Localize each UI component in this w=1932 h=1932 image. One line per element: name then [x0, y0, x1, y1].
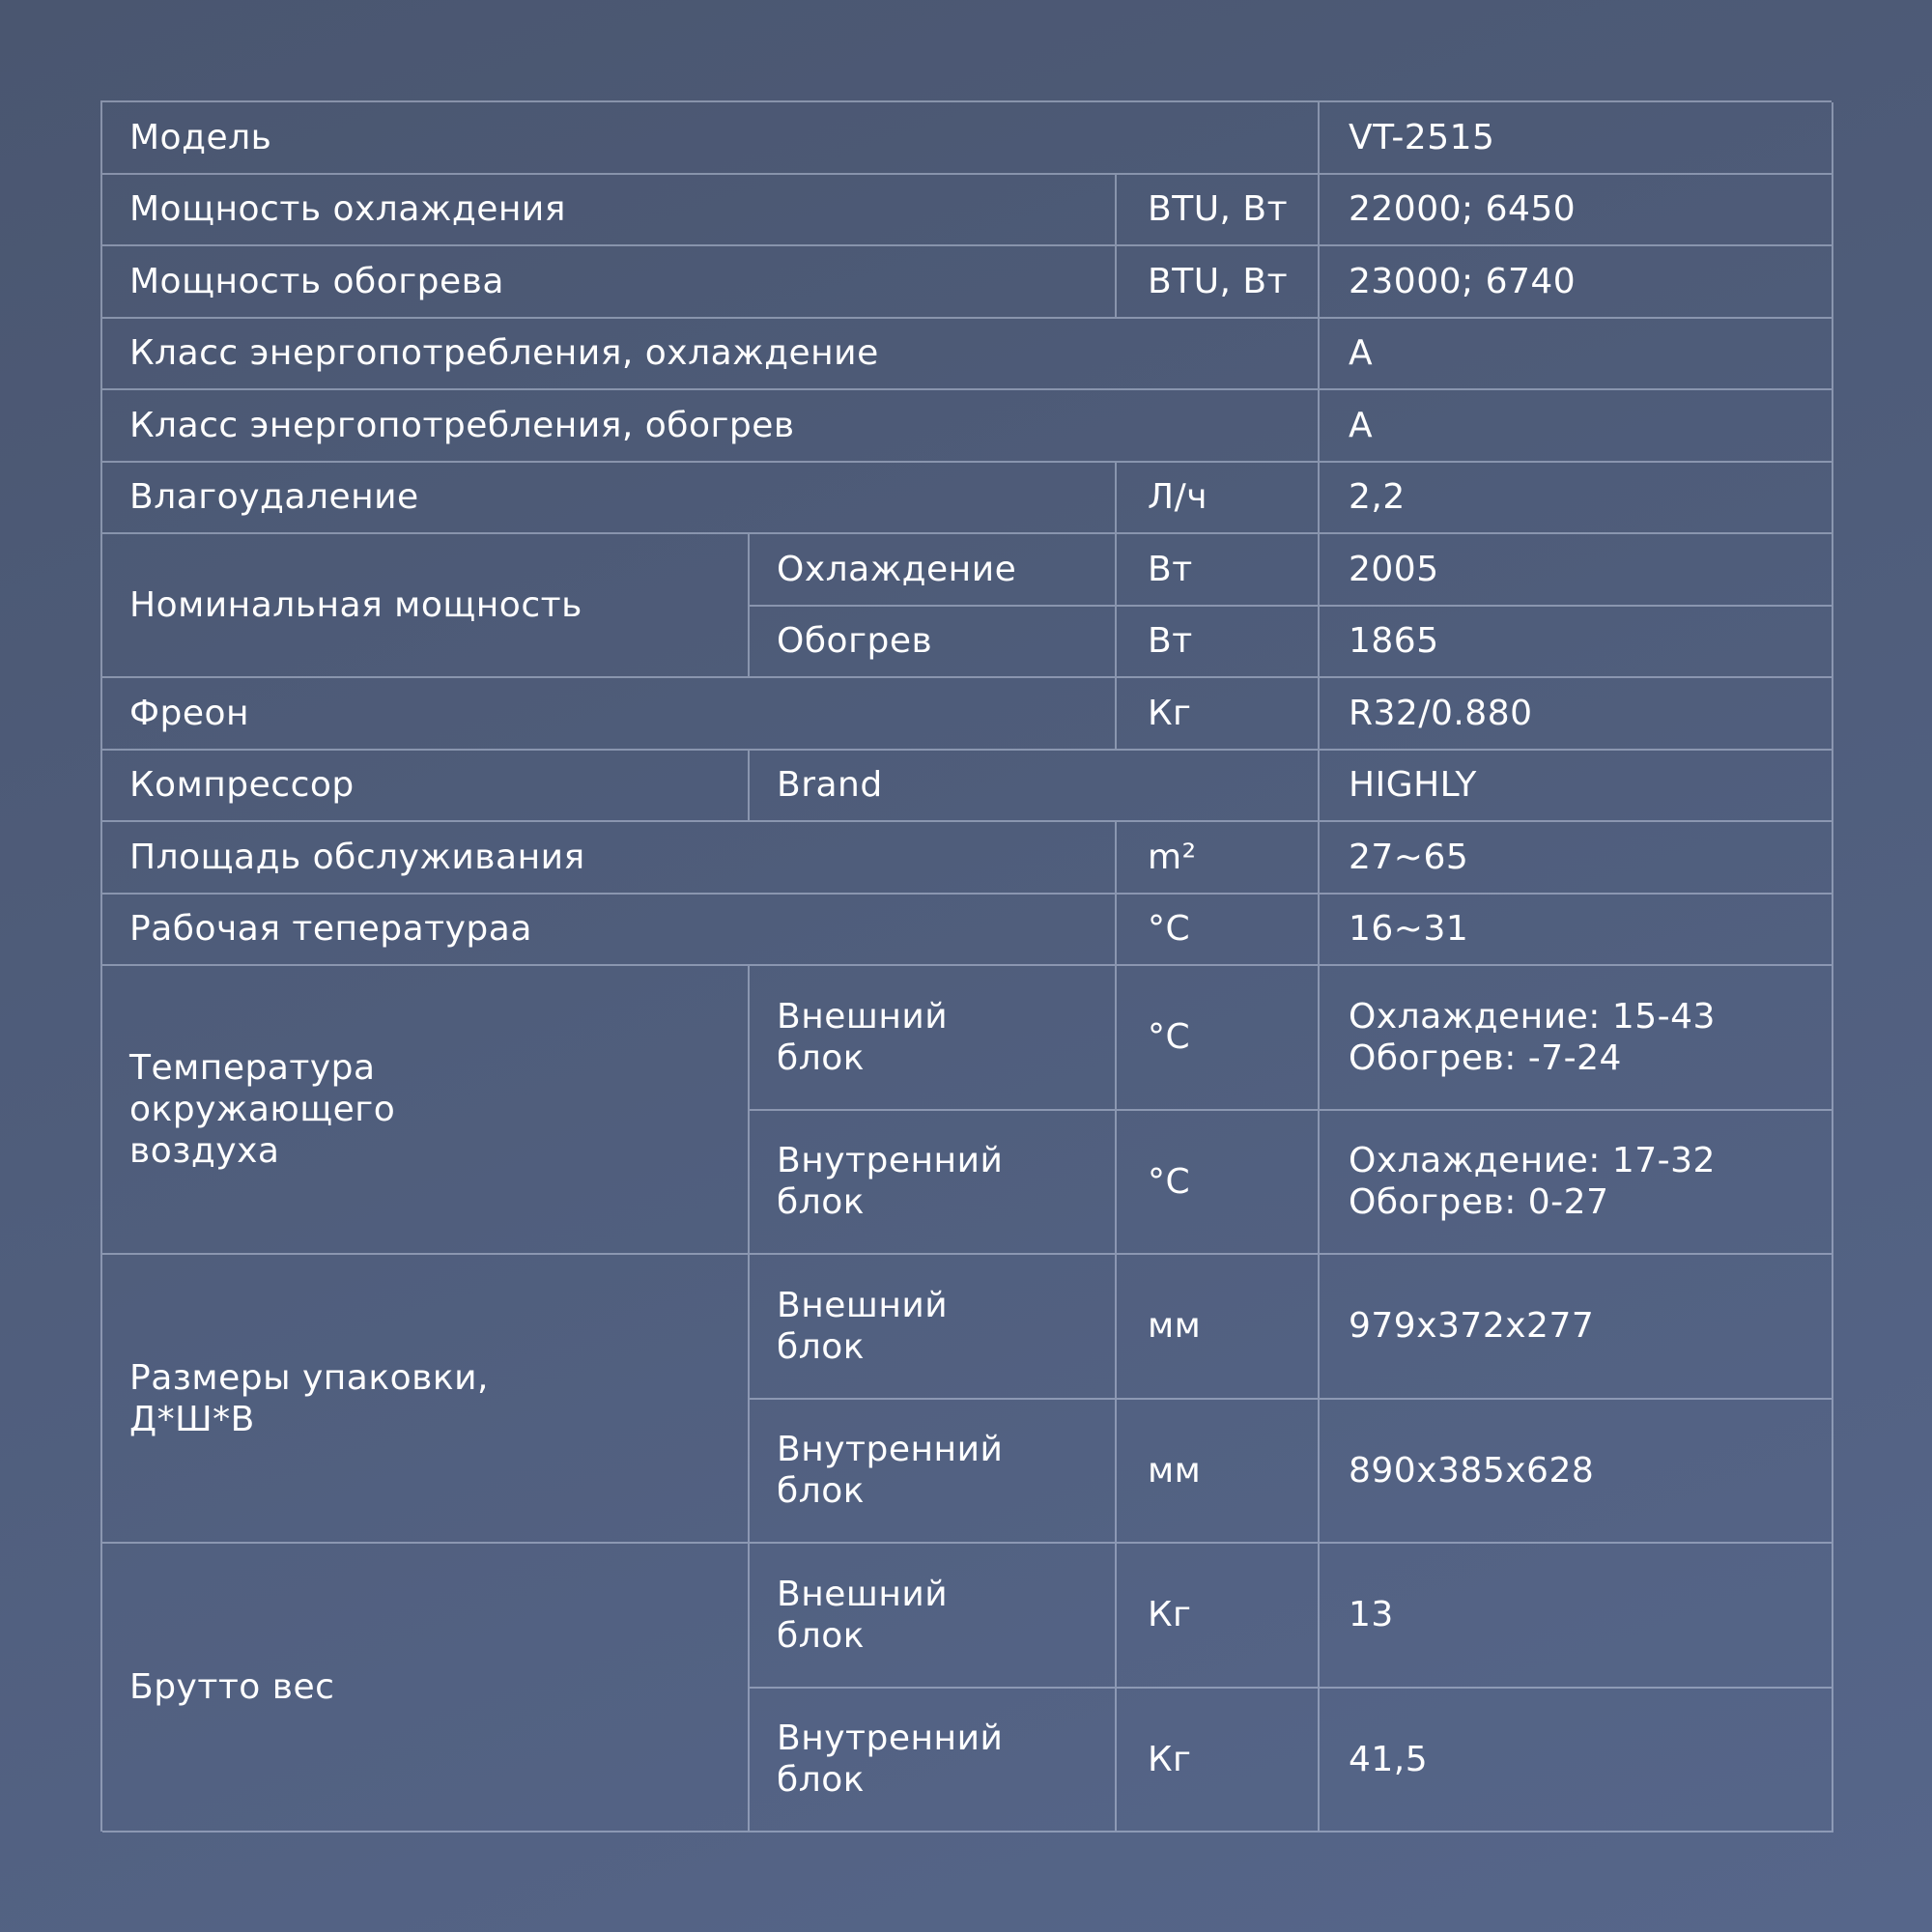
service-area-value: 27~65 [1320, 822, 1833, 895]
gross-weight-outdoor-unit: Кг [1117, 1544, 1320, 1689]
package-size-outdoor-value: 979x372x277 [1320, 1255, 1833, 1400]
nominal-power-heating-label: Обогрев [750, 607, 1117, 679]
dehumidification-label: Влагоудаление [102, 463, 1117, 535]
dehumidification-value: 2,2 [1320, 463, 1833, 535]
package-size-indoor-label: Внутренний блок [750, 1400, 1117, 1545]
energy-class-cooling-label: Класс энергопотребления, охлаждение [102, 319, 1320, 391]
compressor-value: HIGHLY [1320, 751, 1833, 823]
ambient-temp-outdoor-value: Охлаждение: 15-43 Обогрев: -7-24 [1320, 966, 1833, 1111]
ambient-temp-outdoor-unit: °C [1117, 966, 1320, 1111]
nominal-power-cooling-value: 2005 [1320, 534, 1833, 607]
ambient-temp-indoor-value: Охлаждение: 17-32 Обогрев: 0-27 [1320, 1111, 1833, 1256]
freon-unit: Кг [1117, 678, 1320, 751]
cooling-power-value: 22000; 6450 [1320, 175, 1833, 247]
model-label: Модель [102, 102, 1320, 175]
nominal-power-heating-value: 1865 [1320, 607, 1833, 679]
nominal-power-cooling-label: Охлаждение [750, 534, 1117, 607]
ambient-temp-outdoor-label: Внешний блок [750, 966, 1117, 1111]
dehumidification-unit: Л/ч [1117, 463, 1320, 535]
heating-power-unit: BTU, Вт [1117, 246, 1320, 319]
gross-weight-label: Брутто вес [102, 1544, 750, 1833]
working-temp-value: 16~31 [1320, 895, 1833, 967]
gross-weight-indoor-unit: Кг [1117, 1689, 1320, 1833]
spec-table [100, 100, 1832, 1832]
ambient-temp-indoor-label: Внутренний блок [750, 1111, 1117, 1256]
model-value: VT-2515 [1320, 102, 1833, 175]
gross-weight-indoor-label: Внутренний блок [750, 1689, 1117, 1833]
cooling-power-label: Мощность охлаждения [102, 175, 1117, 247]
heating-power-value: 23000; 6740 [1320, 246, 1833, 319]
working-temp-label: Рабочая теператураа [102, 895, 1117, 967]
working-temp-unit: °C [1117, 895, 1320, 967]
package-size-indoor-unit: мм [1117, 1400, 1320, 1545]
nominal-power-cooling-unit: Вт [1117, 534, 1320, 607]
service-area-unit: m² [1117, 822, 1320, 895]
compressor-brand-label: Brand [750, 751, 1320, 823]
freon-label: Фреон [102, 678, 1117, 751]
gross-weight-indoor-value: 41,5 [1320, 1689, 1833, 1833]
compressor-label: Компрессор [102, 751, 750, 823]
heating-power-label: Мощность обогрева [102, 246, 1117, 319]
nominal-power-heating-unit: Вт [1117, 607, 1320, 679]
package-size-label: Размеры упаковки, Д*Ш*В [102, 1255, 750, 1544]
nominal-power-label: Номинальная мощность [102, 534, 750, 678]
cooling-power-unit: BTU, Вт [1117, 175, 1320, 247]
package-size-outdoor-label: Внешний блок [750, 1255, 1117, 1400]
energy-class-heating-value: A [1320, 390, 1833, 463]
freon-value: R32/0.880 [1320, 678, 1833, 751]
package-size-indoor-value: 890x385x628 [1320, 1400, 1833, 1545]
gross-weight-outdoor-value: 13 [1320, 1544, 1833, 1689]
ambient-temp-label: Температура окружающего воздуха [102, 966, 750, 1255]
energy-class-heating-label: Класс энергопотребления, обогрев [102, 390, 1320, 463]
package-size-outdoor-unit: мм [1117, 1255, 1320, 1400]
service-area-label: Площадь обслуживания [102, 822, 1117, 895]
gross-weight-outdoor-label: Внешний блок [750, 1544, 1117, 1689]
ambient-temp-indoor-unit: °C [1117, 1111, 1320, 1256]
energy-class-cooling-value: A [1320, 319, 1833, 391]
